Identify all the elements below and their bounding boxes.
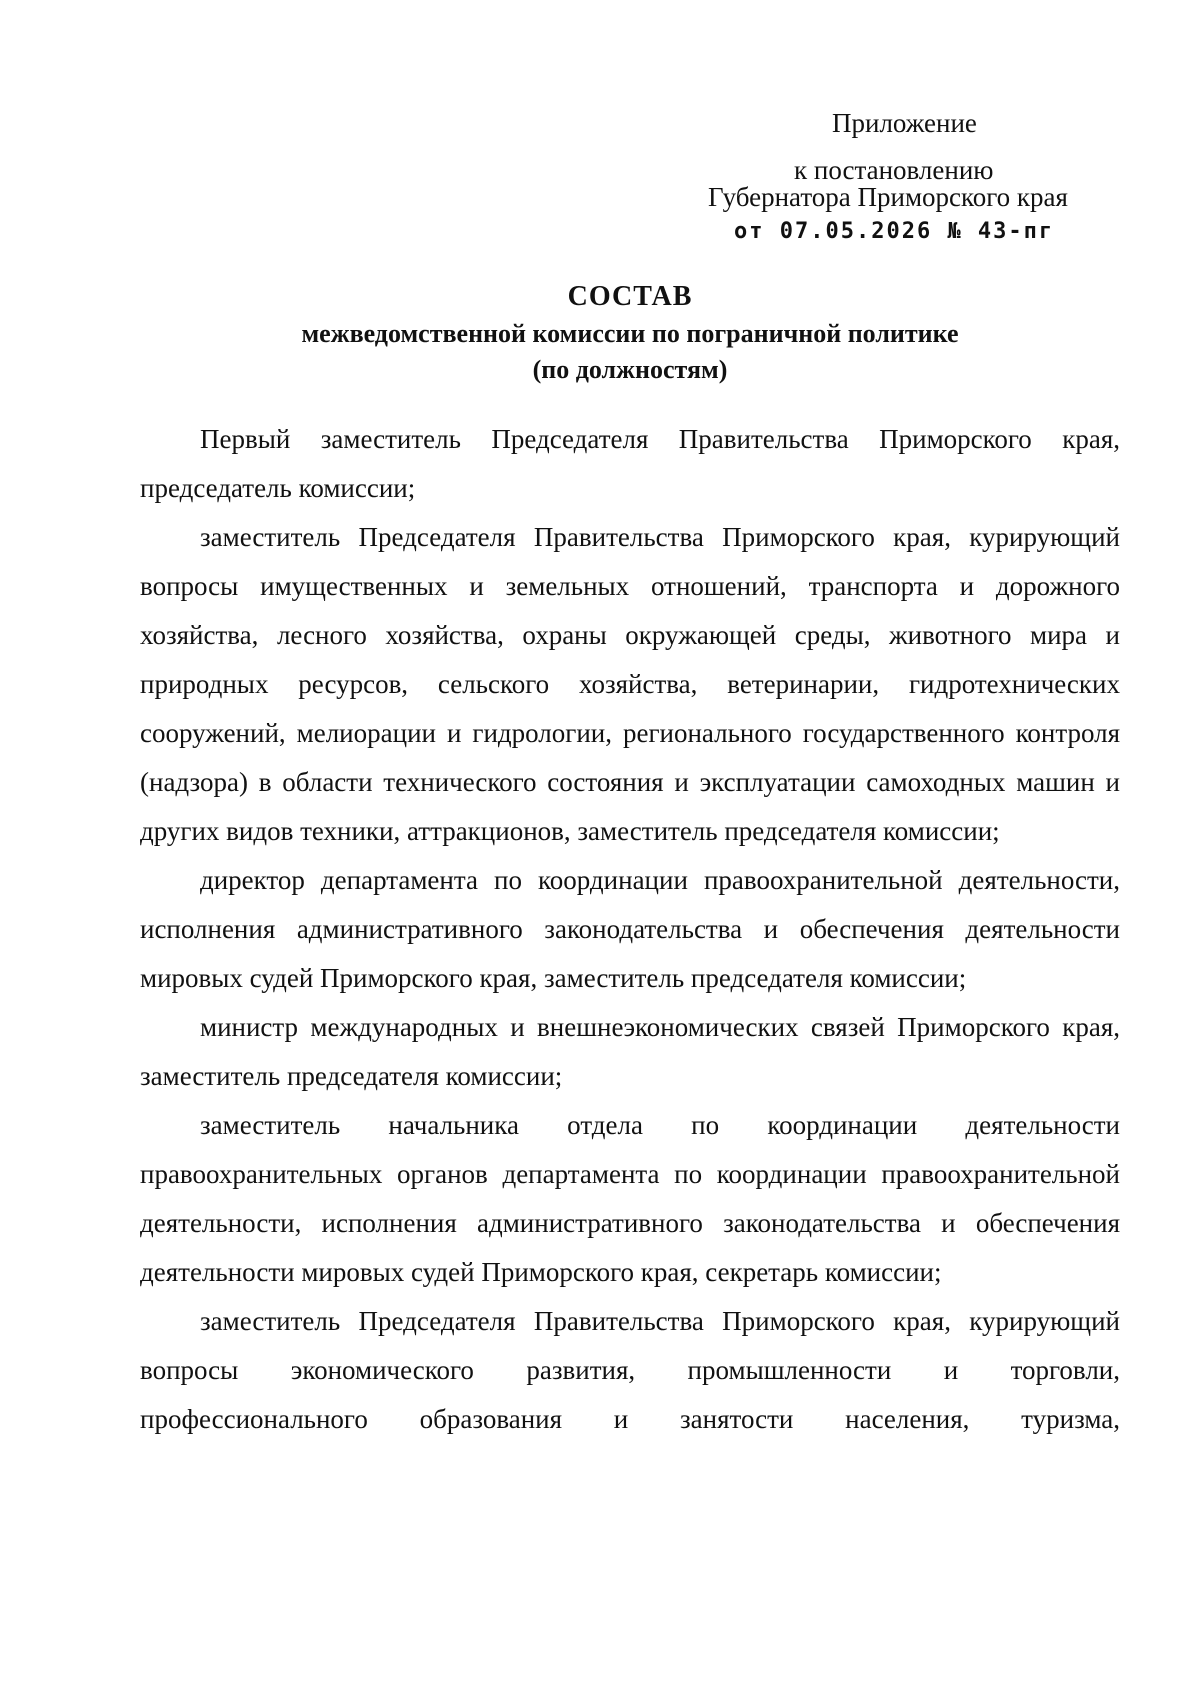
stamp-issuer: Губернатора Приморского края xyxy=(708,182,1068,212)
member-paragraph-5: заместитель начальника отдела по координации деятельности правоохранительных органов департамента по координации правоохранительной деятельности, исполнения административного законодательства и обеспечения деятельности мировых судей Приморского края, секретарь комиссии; xyxy=(140,1110,1120,1287)
heading-subtitle-note: (по должностям) xyxy=(532,355,728,384)
document-heading xyxy=(140,278,1120,388)
heading-subtitle: межведомственной комиссии по пограничной политике xyxy=(301,319,959,348)
document-body xyxy=(140,415,1120,1444)
stamp-date-number: от 07.05.2026 № 43-пг xyxy=(734,219,1055,244)
heading-title: СОСТАВ xyxy=(567,281,693,312)
member-paragraph-1: Первый заместитель Председателя Правительства Приморского края, председатель комиссии; xyxy=(140,424,1120,503)
stamp-appendix-label: Приложение xyxy=(832,108,977,138)
member-paragraph-6: заместитель Председателя Правительства Приморского края, курирующий вопросы экономического развития, промышленности и торговли, профессионального образования и занятости населения, туризма, xyxy=(140,1306,1120,1434)
member-paragraph-3: директор департамента по координации правоохранительной деятельности, исполнения административного законодательства и обеспечения деятельности мировых судей Приморского края, заместитель председателя комиссии; xyxy=(140,865,1120,993)
approval-stamp xyxy=(708,100,1108,252)
stamp-resolution-label: к постановлению xyxy=(794,155,994,185)
member-paragraph-4: министр международных и внешнеэкономических связей Приморского края, заместитель председателя комиссии; xyxy=(140,1012,1120,1091)
member-paragraph-2: заместитель Председателя Правительства Приморского края, курирующий вопросы имущественных и земельных отношений, транспорта и дорожного хозяйства, лесного хозяйства, охраны окружающей среды, животного мира и природных ресурсов, сельского хозяйства, ветеринарии, гидротехнических сооружений, мелиорации и гидрологии, регионального государственного контроля (надзора) в области технического состояния и эксплуатации самоходных машин и других видов техники, аттракционов, заместитель председателя комиссии; xyxy=(140,522,1120,846)
